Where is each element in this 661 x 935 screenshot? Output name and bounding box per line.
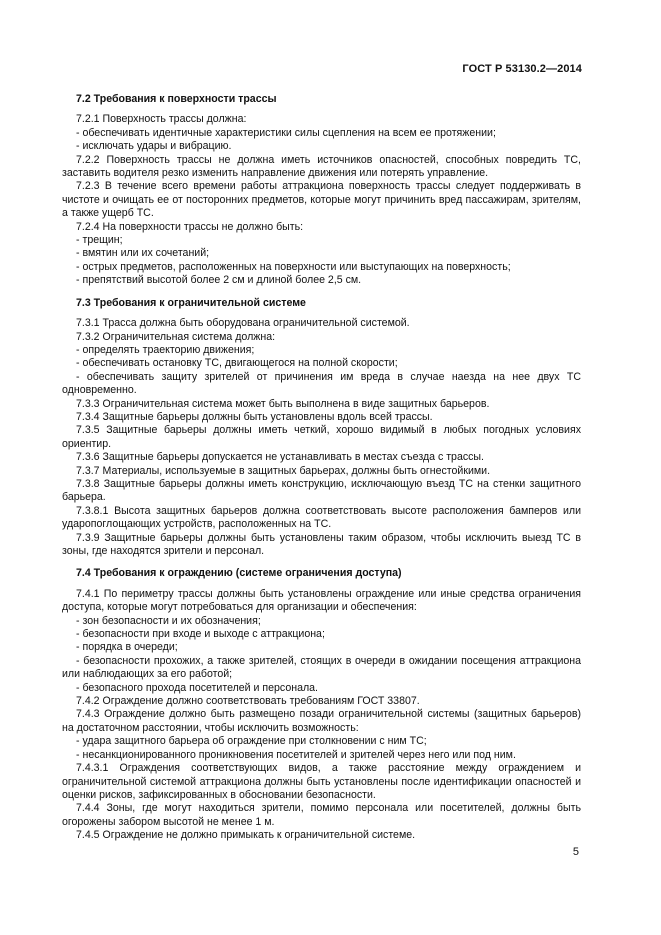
paragraph: 7.3.4 Защитные барьеры должны быть установлены вдоль всей трассы. [76, 410, 433, 423]
list-item: - несанкционированного проникновения посетителей и зрителей через него или под ним. [76, 748, 516, 761]
paragraph: 7.3.5 Защитные барьеры должны иметь четкий, хорошо видимый в любых погодных условиях ориентир. [62, 424, 581, 450]
paragraph: 7.2.4 На поверхности трассы не должно быть: [76, 220, 304, 233]
paragraph: 7.4.3 Ограждение должно быть размещено позади ограничительной системы (защитных барьеров) на достаточном расстоянии, чтобы исключить возможность: [62, 708, 581, 734]
list-item: - определять траекторию движения; [76, 343, 255, 356]
paragraph: 7.3.2 Ограничительная система должна: [76, 330, 276, 343]
section-heading: 7.4 Требования к ограждению (системе ограничения доступа) [76, 567, 402, 580]
paragraph: 7.4.2 Ограждение должно соответствовать требованиям ГОСТ 33807. [76, 695, 420, 708]
list-item: - обеспечивать защиту зрителей от причинения им вреда в случае наезда на нее двух ТС одновременно. [62, 370, 581, 397]
list-item: - удара защитного барьера об ограждение при столкновении с ним ТС; [76, 735, 427, 748]
section-heading: 7.2 Требования к поверхности трассы [76, 93, 277, 105]
list-item: - трещин; [76, 234, 123, 247]
paragraph: 7.3.1 Трасса должна быть оборудована ограничительной системой. [76, 317, 410, 330]
list-item: - обеспечивать остановку ТС, двигающегося на полной скорости; [76, 357, 398, 370]
paragraph: 7.3.7 Материалы, используемые в защитных барьерах, должны быть огнестойкими. [76, 464, 491, 477]
list-item: - исключать удары и вибрацию. [76, 140, 232, 153]
paragraph: 7.3.6 Защитные барьеры допускается не устанавливать в местах съезда с трассы. [76, 451, 484, 464]
paragraph: 7.3.9 Защитные барьеры должны быть установлены таким образом, чтобы исключить выезд ТС в зоны, где находятся зрители и персонал. [62, 531, 581, 557]
section-heading: 7.3 Требования к ограничительной системе [76, 296, 306, 309]
list-item: - вмятин или их сочетаний; [76, 247, 210, 260]
list-item: - острых предметов, расположенных на поверхности или выступающих на поверхность; [76, 260, 511, 273]
list-item: - обеспечивать идентичные характеристики силы сцепления на всем ее протяжении; [76, 126, 496, 139]
paragraph: 7.2.2 Поверхность трассы не должна иметь источников опасностей, способных повредить ТС, заставить водителя резко изменить направление движения или потерять управление. [62, 153, 581, 180]
paragraph: 7.3.3 Ограничительная система может быть выполнена в виде защитных барьеров. [76, 397, 490, 410]
section-7-4 [62, 567, 581, 842]
list-item: - безопасности при входе и выходе с аттракциона; [76, 628, 325, 641]
list-item: - зон безопасности и их обозначения; [76, 614, 261, 627]
paragraph: 7.4.3.1 Ограждения соответствующих видов, а также расстояние между ограждением и ограничительной системой аттракциона должны быть установлены после идентификации опасностей и оценки рисков, зафиксированных в обосновании безопасности. [62, 762, 581, 801]
paragraph: 7.2.1 Поверхность трассы должна: [76, 113, 247, 126]
page-number: 5 [572, 846, 579, 858]
section-7-2 [62, 93, 581, 288]
document-body [62, 93, 581, 852]
section-7-3 [62, 297, 581, 559]
paragraph: 7.4.5 Ограждение не должно примыкать к ограничительной системе. [76, 829, 416, 842]
paragraph: 7.3.8.1 Высота защитных барьеров должна соответствовать высоте расположения бамперов или ударопоглощающих устройств, расположенных на ТС. [62, 504, 581, 531]
paragraph: 7.4.4 Зоны, где могут находиться зрители, помимо персонала или посетителей, должны быть огорожены забором высотой не менее 1 м. [62, 802, 581, 828]
list-item: - безопасного прохода посетителей и персонала. [76, 681, 318, 694]
list-item: - безопасности прохожих, а также зрителей, стоящих в очереди в ожидании посещения аттракциона или наблюдающих за его работой; [62, 654, 581, 681]
paragraph: 7.3.8 Защитные барьеры должны иметь конструкцию, исключающую въезд ТС на стенки защитного барьера. [62, 477, 581, 504]
document-header: ГОСТ Р 53130.2—2014 [462, 63, 582, 75]
list-item: - препятствий высотой более 2 см и длиной более 2,5 см. [76, 274, 362, 287]
paragraph: 7.4.1 По периметру трассы должны быть установлены ограждение или иные средства ограничения доступа, которые могут потребоваться для организации и обеспечения: [62, 587, 581, 614]
list-item: - порядка в очереди; [76, 641, 178, 654]
paragraph: 7.2.3 В течение всего времени работы аттракциона поверхность трассы следует поддерживать в чистоте и очищать ее от посторонних предметов, которые могут причинить вред пассажирам, зрителям, а также ущерб ТС. [62, 180, 581, 220]
